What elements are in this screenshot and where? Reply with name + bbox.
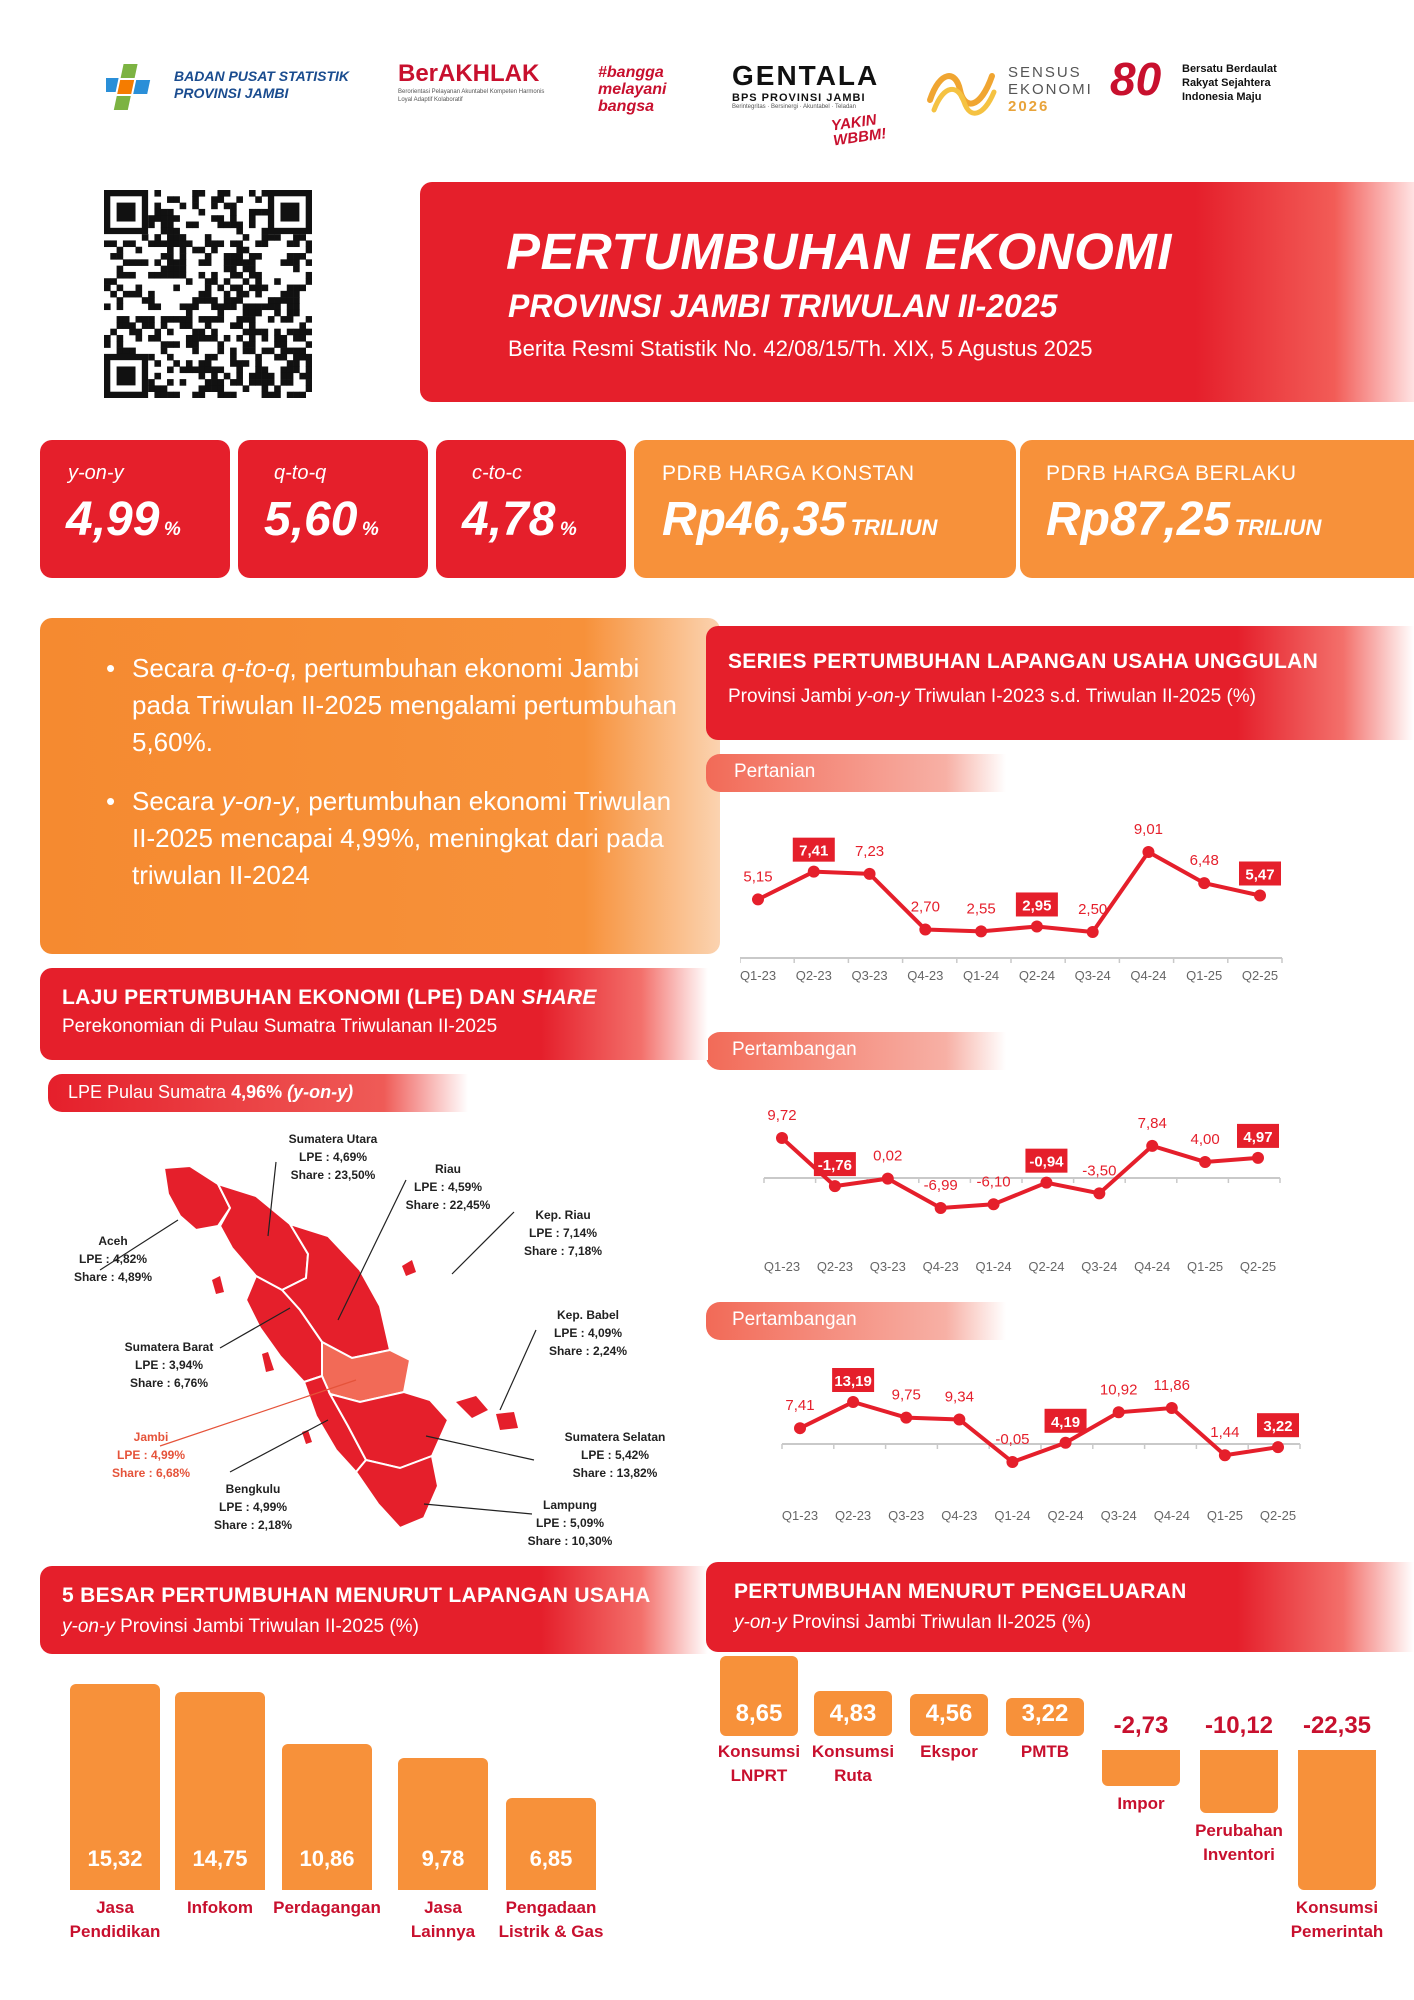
leader-kepri: [452, 1212, 514, 1274]
stat-label: PDRB HARGA BERLAKU: [1046, 462, 1297, 485]
map-label-lpe: LPE : 4,59%: [413, 1180, 483, 1194]
bar-value: 6,85: [529, 1846, 573, 1871]
stat-card-pdrb-konstan: [634, 440, 1016, 578]
map-label-share: Share : 4,89%: [73, 1270, 153, 1284]
subtitle-term: y-on-y: [856, 686, 910, 707]
bangga-line-2: melayani: [598, 81, 667, 98]
page-subtitle: PROVINSI JAMBI TRIWULAN II-2025: [508, 288, 1058, 324]
logo-bar: [100, 52, 1330, 150]
bar-value: 4,83: [829, 1700, 877, 1727]
sensus-line-2: EKONOMI: [1008, 81, 1093, 98]
series-line: [758, 852, 1260, 932]
chart-pill-pertambangan: Pertambangan: [706, 1032, 1006, 1070]
series-section-title: SERIES PERTUMBUHAN LAPANGAN USAHA UNGGULAN: [728, 650, 1319, 673]
data-point: [900, 1412, 912, 1424]
x-tick-label: Q3-23: [888, 1508, 925, 1523]
title-text: LAJU PERTUMBUHAN EKONOMI (LPE) DAN: [62, 986, 522, 1009]
stat-unit: TRILIUN: [850, 515, 938, 540]
data-point: [1198, 877, 1210, 889]
map-label-share: Share : 2,24%: [548, 1344, 628, 1358]
map-label-share: Share : 2,18%: [213, 1518, 293, 1532]
data-label: 4,00: [1190, 1130, 1220, 1148]
data-label: -3,50: [1082, 1162, 1117, 1180]
data-point: [794, 1422, 806, 1434]
bar-category-line: Pengadaan: [505, 1898, 597, 1917]
sensus-ekonomi-icon: [926, 62, 998, 118]
bar-category: [1082, 1792, 1200, 1816]
island-mentawai: [262, 1352, 274, 1372]
map-label-lpe: LPE : 5,42%: [580, 1448, 650, 1462]
bar-category: [986, 1740, 1104, 1764]
x-tick-label: Q3-23: [869, 1259, 906, 1274]
map-label-sumut: [268, 1130, 398, 1184]
pill-value: 4,96%: [231, 1082, 288, 1102]
top5-section-title: 5 BESAR PERTUMBUHAN MENURUT LAPANGAN USAHA: [62, 1584, 651, 1607]
data-label: 9,34: [944, 1388, 974, 1406]
sensus-ekonomi-text: [1008, 64, 1098, 115]
data-point: [1219, 1449, 1231, 1461]
stat-value-wrap: [264, 492, 379, 547]
leader-bengkulu: [230, 1420, 328, 1472]
map-label-name: Sumatera Selatan: [564, 1430, 666, 1444]
data-label: 2,55: [966, 900, 996, 918]
stat-unit: %: [559, 519, 577, 540]
bar: [1200, 1750, 1278, 1813]
bersatu-tagline: Bersatu Berdaulat Rakyat Sejahtera Indonesia Maju: [1182, 63, 1277, 103]
map-label-lpe: LPE : 5,09%: [535, 1516, 605, 1530]
data-label: 10,92: [1099, 1381, 1138, 1399]
bar-category: [1278, 1896, 1396, 1944]
sensus-year: 2026: [1008, 98, 1050, 115]
data-point: [752, 893, 764, 905]
data-point: [864, 868, 876, 880]
stat-card-ctc: [436, 440, 626, 578]
map-label-lpe: LPE : 4,69%: [298, 1150, 368, 1164]
data-label: 3,22: [1263, 1418, 1293, 1436]
x-tick-label: Q1-25: [1187, 1259, 1224, 1274]
data-label: 4,97: [1243, 1128, 1273, 1146]
x-tick-label: Q1-25: [1186, 968, 1223, 983]
bangga-melayani-logo: [598, 64, 688, 115]
summary-item: [92, 650, 690, 761]
map-label-name: Kep. Babel: [556, 1308, 619, 1322]
stat-value: Rp46,35: [662, 493, 847, 546]
map-label-aceh: [58, 1232, 168, 1286]
subtitle-text: Provinsi Jambi Triwulan II-2025 (%): [786, 1612, 1091, 1633]
province-kep-babel-2: [496, 1412, 518, 1430]
bar-category-line: Konsumsi: [811, 1742, 895, 1761]
data-point: [847, 1396, 859, 1408]
data-label: 4,19: [1050, 1413, 1081, 1431]
x-tick-label: Q4-24: [1134, 1259, 1171, 1274]
map-label-lpe: LPE : 4,09%: [553, 1326, 623, 1340]
bangga-line-3: bangsa: [598, 98, 655, 115]
summary-text: , pertumbuhan ekonomi Jambi pada Triwulan II-2025 mengalami pertumbuhan 5,60%.: [132, 653, 677, 757]
summary-text: Secara: [132, 653, 222, 683]
bps-logo-icon: [106, 62, 168, 112]
bar-category-line: Jasa: [96, 1898, 134, 1917]
x-tick-label: Q2-23: [816, 1259, 853, 1274]
map-label-name: Bengkulu: [225, 1482, 281, 1496]
data-point: [1142, 846, 1154, 858]
map-label-share: Share : 6,76%: [129, 1376, 209, 1390]
bps-name: BADAN PUSAT STATISTIK PROVINSI JAMBI: [174, 68, 349, 101]
bar-value: -2,73: [1113, 1712, 1169, 1739]
yakin-wbbm: YAKIN WBBM!: [830, 111, 888, 150]
data-label: 0,02: [873, 1147, 903, 1165]
x-tick-label: Q4-24: [1153, 1508, 1190, 1523]
data-label: 7,41: [799, 842, 829, 860]
map-label-name: Jambi: [133, 1430, 169, 1444]
map-label-lampung: [510, 1496, 630, 1550]
map-label-share: Share : 13,82%: [572, 1466, 658, 1480]
map-label-share: Share : 22,45%: [405, 1198, 491, 1212]
data-label: 13,19: [834, 1373, 872, 1390]
map-label-share: Share : 7,18%: [523, 1244, 603, 1258]
bar: [1298, 1750, 1376, 1890]
map-label-bengkulu: [198, 1480, 308, 1534]
berakhlak-tagline: Berorientasi Pelayanan Akuntabel Kompeten Harmonis Loyal Adaptif Kolaboratif: [398, 89, 545, 103]
bar-value: 15,32: [87, 1846, 143, 1871]
map-label-lpe: LPE : 4,82%: [78, 1252, 148, 1266]
data-point: [1006, 1456, 1018, 1468]
bar-value: 3,22: [1021, 1700, 1069, 1727]
data-label: 7,84: [1137, 1114, 1167, 1132]
chart-pill-pertambangan-2: Pertambangan: [706, 1302, 1006, 1340]
bar-value: -10,12: [1204, 1712, 1274, 1739]
stat-label: c-to-c: [472, 462, 522, 484]
stat-label: PDRB HARGA KONSTAN: [662, 462, 915, 485]
title-banner: [420, 182, 1414, 402]
map-label-lpe: LPE : 3,94%: [134, 1358, 204, 1372]
pill-term: (y-on-y): [287, 1082, 354, 1102]
data-point: [1252, 1152, 1264, 1164]
subtitle-term: y-on-y: [734, 1612, 787, 1633]
bar-category-line: PMTB: [1020, 1742, 1070, 1761]
data-label: 9,01: [1133, 821, 1164, 838]
gentala-text: GENTALA: [732, 60, 880, 91]
data-point: [975, 925, 987, 937]
data-label: 5,47: [1245, 866, 1275, 884]
data-point: [1254, 890, 1266, 902]
stat-unit: %: [361, 519, 379, 540]
subtitle-text: Triwulan I-2023 s.d. Triwulan II-2025 (%): [909, 686, 1256, 707]
data-point: [1166, 1402, 1178, 1414]
x-tick-label: Q4-24: [1130, 968, 1167, 983]
summary-box: [40, 618, 720, 954]
bar: [1102, 1750, 1180, 1786]
top5-section-header: [40, 1566, 708, 1654]
x-tick-label: Q3-23: [851, 968, 888, 983]
data-point: [919, 924, 931, 936]
summary-text: , pertumbuhan ekonomi Triwulan II-2025 mencapai 4,99%, meningkat dari pada triwulan II-2024: [132, 786, 672, 890]
lpe-section-subtitle: Perekonomian di Pulau Sumatra Triwulanan II-2025: [62, 1016, 498, 1037]
x-tick-label: Q2-23: [795, 968, 832, 983]
gentala-sub: BPS PROVINSI JAMBI: [732, 92, 866, 104]
summary-item: [92, 783, 690, 894]
province-lampung: [356, 1456, 438, 1528]
x-tick-label: Q1-24: [975, 1259, 1012, 1274]
bar-category-line: LNPRT: [730, 1766, 788, 1785]
summary-list: [92, 650, 690, 894]
hut-80-logo: 80: [1110, 53, 1162, 105]
release-info: Berita Resmi Statistik No. 42/08/15/Th. XIX, 5 Agustus 2025: [508, 336, 1093, 361]
data-label: -6,10: [976, 1173, 1011, 1191]
data-label: 2,95: [1022, 897, 1052, 915]
line-chart-pertambangan: [740, 1090, 1300, 1290]
province-kep-babel: [456, 1396, 488, 1418]
subtitle-term: y-on-y: [62, 1616, 115, 1637]
data-label: -6,99: [923, 1177, 958, 1194]
expenditure-bar-chart: [706, 1660, 1406, 1990]
bar-category-line: Jasa: [424, 1898, 462, 1917]
stat-value-wrap: [662, 492, 937, 547]
map-label-babel: [528, 1306, 648, 1360]
title-term: SHARE: [521, 986, 597, 1009]
top5-section-subtitle: [62, 1616, 419, 1638]
stat-unit: %: [163, 519, 181, 540]
data-point: [953, 1413, 965, 1425]
page-title: PERTUMBUHAN EKONOMI: [506, 223, 1172, 280]
top5-bar-chart: [40, 1670, 680, 1980]
stat-value: Rp87,25: [1046, 493, 1231, 546]
x-tick-label: Q3-24: [1081, 1259, 1118, 1274]
bar-category-line: Impor: [1117, 1794, 1165, 1813]
data-label: 9,72: [767, 1107, 797, 1124]
bar-category: [482, 1896, 620, 1944]
bar-value: 10,86: [299, 1846, 355, 1871]
data-label: 7,41: [785, 1397, 815, 1415]
line-chart-pertambangan-2: [760, 1360, 1320, 1530]
data-label: 5,15: [743, 868, 773, 886]
chart-pill-pertanian: Pertanian: [706, 754, 1006, 792]
stat-value: 4,78: [462, 493, 556, 546]
lpe-sumatra-pill: [48, 1074, 468, 1112]
summary-term: q-to-q: [221, 653, 290, 683]
map-label-share: Share : 10,30%: [527, 1534, 613, 1548]
series-line: [800, 1402, 1278, 1462]
x-tick-label: Q1-23: [740, 968, 777, 983]
stat-value-wrap: [66, 492, 181, 547]
map-label-name: Sumatera Utara: [288, 1132, 378, 1146]
data-point: [1272, 1441, 1284, 1453]
data-label: 2,50: [1078, 901, 1108, 918]
lpe-section-header: [40, 968, 708, 1060]
bar-category-line: Infokom: [186, 1898, 254, 1917]
map-label-name: Lampung: [543, 1498, 597, 1512]
data-label: 11,86: [1153, 1377, 1190, 1395]
pill-text: LPE Pulau Sumatra: [68, 1082, 232, 1102]
map-label-share: Share : 23,50%: [290, 1168, 376, 1182]
bar-category-line: Inventori: [1203, 1845, 1275, 1865]
data-point: [1199, 1156, 1211, 1168]
stat-card-yoy: [40, 440, 230, 578]
bar-category-line: Konsumsi: [1295, 1898, 1379, 1917]
subtitle-text: Provinsi Jambi Triwulan II-2025 (%): [114, 1616, 419, 1637]
stat-label: q-to-q: [274, 462, 327, 484]
data-point: [829, 1180, 841, 1192]
bar-category: [1180, 1819, 1298, 1867]
x-tick-label: Q2-25: [1241, 968, 1279, 983]
bar-value: 8,65: [735, 1700, 783, 1727]
stat-value-wrap: [462, 492, 577, 547]
data-point: [808, 866, 820, 878]
summary-text: Secara: [132, 786, 222, 816]
bar: [506, 1798, 596, 1890]
bar-category-line: Pemerintah: [1290, 1922, 1384, 1941]
x-tick-label: Q1-23: [763, 1259, 801, 1274]
x-tick-label: Q2-24: [1018, 968, 1055, 983]
island-nias: [212, 1276, 224, 1294]
data-point: [1060, 1437, 1072, 1449]
map-label-name: Riau: [434, 1162, 461, 1176]
province-kep-riau: [402, 1260, 416, 1276]
data-label: 9,75: [891, 1386, 921, 1404]
data-label: 2,70: [910, 898, 940, 916]
map-label-lpe: LPE : 4,99%: [116, 1448, 186, 1462]
stat-value: 4,99: [66, 493, 160, 546]
province-sumatera-utara: [218, 1184, 308, 1290]
data-point: [988, 1198, 1000, 1210]
map-label-name: Kep. Riau: [535, 1208, 591, 1222]
data-label: 7,23: [854, 842, 885, 860]
data-point: [935, 1202, 947, 1214]
qr-code-icon[interactable]: [104, 190, 312, 398]
series-section-subtitle: [728, 686, 1256, 708]
bar-category-line: Ekspor: [920, 1742, 978, 1761]
bar-category-line: Ruta: [834, 1766, 872, 1785]
bangga-line-1: #bangga: [598, 64, 664, 81]
data-point: [1087, 926, 1099, 938]
bar-category-line: Listrik & Gas: [498, 1922, 604, 1941]
line-chart-pertanian: [740, 810, 1300, 1000]
data-point: [1146, 1140, 1158, 1152]
bar-value: 4,56: [925, 1700, 973, 1727]
map-label-kepri: [508, 1206, 618, 1260]
map-label-share: Share : 6,68%: [111, 1466, 191, 1480]
x-tick-label: Q2-24: [1047, 1508, 1084, 1523]
x-tick-label: Q1-23: [781, 1508, 819, 1523]
stat-label: y-on-y: [68, 462, 124, 484]
berakhlak-logo: [398, 60, 558, 104]
x-tick-label: Q3-24: [1074, 968, 1111, 983]
summary-term: y-on-y: [221, 786, 294, 816]
berakhlak-text: BerAKHLAK: [398, 60, 540, 87]
data-point: [1031, 920, 1043, 932]
bar-category-line: Konsumsi: [717, 1742, 801, 1761]
data-label: 6,48: [1189, 852, 1219, 870]
island-enggano: [302, 1430, 312, 1444]
bar-category-line: Perdagangan: [273, 1898, 381, 1917]
stat-card-qtq: [238, 440, 428, 578]
stat-value-wrap: [1046, 492, 1321, 547]
data-point: [776, 1132, 788, 1144]
data-label: -0,05: [995, 1431, 1030, 1448]
map-label-sumsel: [540, 1428, 690, 1482]
data-label: 1,44: [1210, 1424, 1240, 1442]
exp-section-header: [706, 1562, 1414, 1652]
map-label-riau: [388, 1160, 508, 1214]
bar-category-line: Pendidikan: [69, 1922, 161, 1941]
bar-value: 14,75: [192, 1846, 248, 1871]
x-tick-label: Q1-25: [1206, 1508, 1243, 1523]
map-label-lpe: LPE : 4,99%: [218, 1500, 288, 1514]
x-tick-label: Q2-23: [835, 1508, 872, 1523]
x-tick-label: Q4-23: [922, 1259, 959, 1274]
subtitle-text: Provinsi Jambi: [728, 686, 857, 707]
exp-section-subtitle: [734, 1612, 1091, 1634]
gentala-logo: [732, 60, 902, 150]
x-tick-label: Q3-24: [1100, 1508, 1137, 1523]
data-point: [1040, 1177, 1052, 1189]
data-label: -1,76: [817, 1157, 852, 1175]
bar-category-line: Perubahan: [1195, 1821, 1283, 1841]
province-aceh: [164, 1166, 230, 1230]
data-point: [1093, 1187, 1105, 1199]
map-label-lpe: LPE : 7,14%: [528, 1226, 598, 1240]
sensus-line-1: SENSUS: [1008, 64, 1082, 81]
series-section-header: [706, 626, 1414, 740]
bar-value: 9,78: [421, 1846, 465, 1871]
x-tick-label: Q2-25: [1239, 1259, 1277, 1274]
x-tick-label: Q4-23: [941, 1508, 978, 1523]
stat-card-pdrb-berlaku: [1020, 440, 1414, 578]
bar-category-line: Lainnya: [410, 1922, 476, 1941]
data-point: [882, 1173, 894, 1185]
bar-value: -22,35: [1302, 1712, 1372, 1739]
stat-unit: TRILIUN: [1234, 515, 1322, 540]
x-tick-label: Q1-24: [994, 1508, 1031, 1523]
map-label-name: Aceh: [98, 1234, 128, 1248]
data-point: [1113, 1406, 1125, 1418]
x-tick-label: Q4-23: [907, 968, 944, 983]
leader-sumsel: [426, 1436, 534, 1460]
x-tick-label: Q2-24: [1028, 1259, 1065, 1274]
x-tick-label: Q1-24: [963, 968, 1000, 983]
x-tick-label: Q2-25: [1259, 1508, 1297, 1523]
map-label-name: Sumatera Barat: [124, 1340, 214, 1354]
map-label-sumbar: [104, 1338, 234, 1392]
exp-section-title: PERTUMBUHAN MENURUT PENGELUARAN: [734, 1580, 1187, 1603]
gentala-tagline: Berintegritas · Bersinergi · Akuntabel · Teladan: [732, 104, 856, 110]
stat-value: 5,60: [264, 493, 358, 546]
data-label: -0,94: [1029, 1153, 1064, 1171]
lpe-section-title: [62, 986, 597, 1010]
map-label-jambi: [96, 1428, 206, 1482]
